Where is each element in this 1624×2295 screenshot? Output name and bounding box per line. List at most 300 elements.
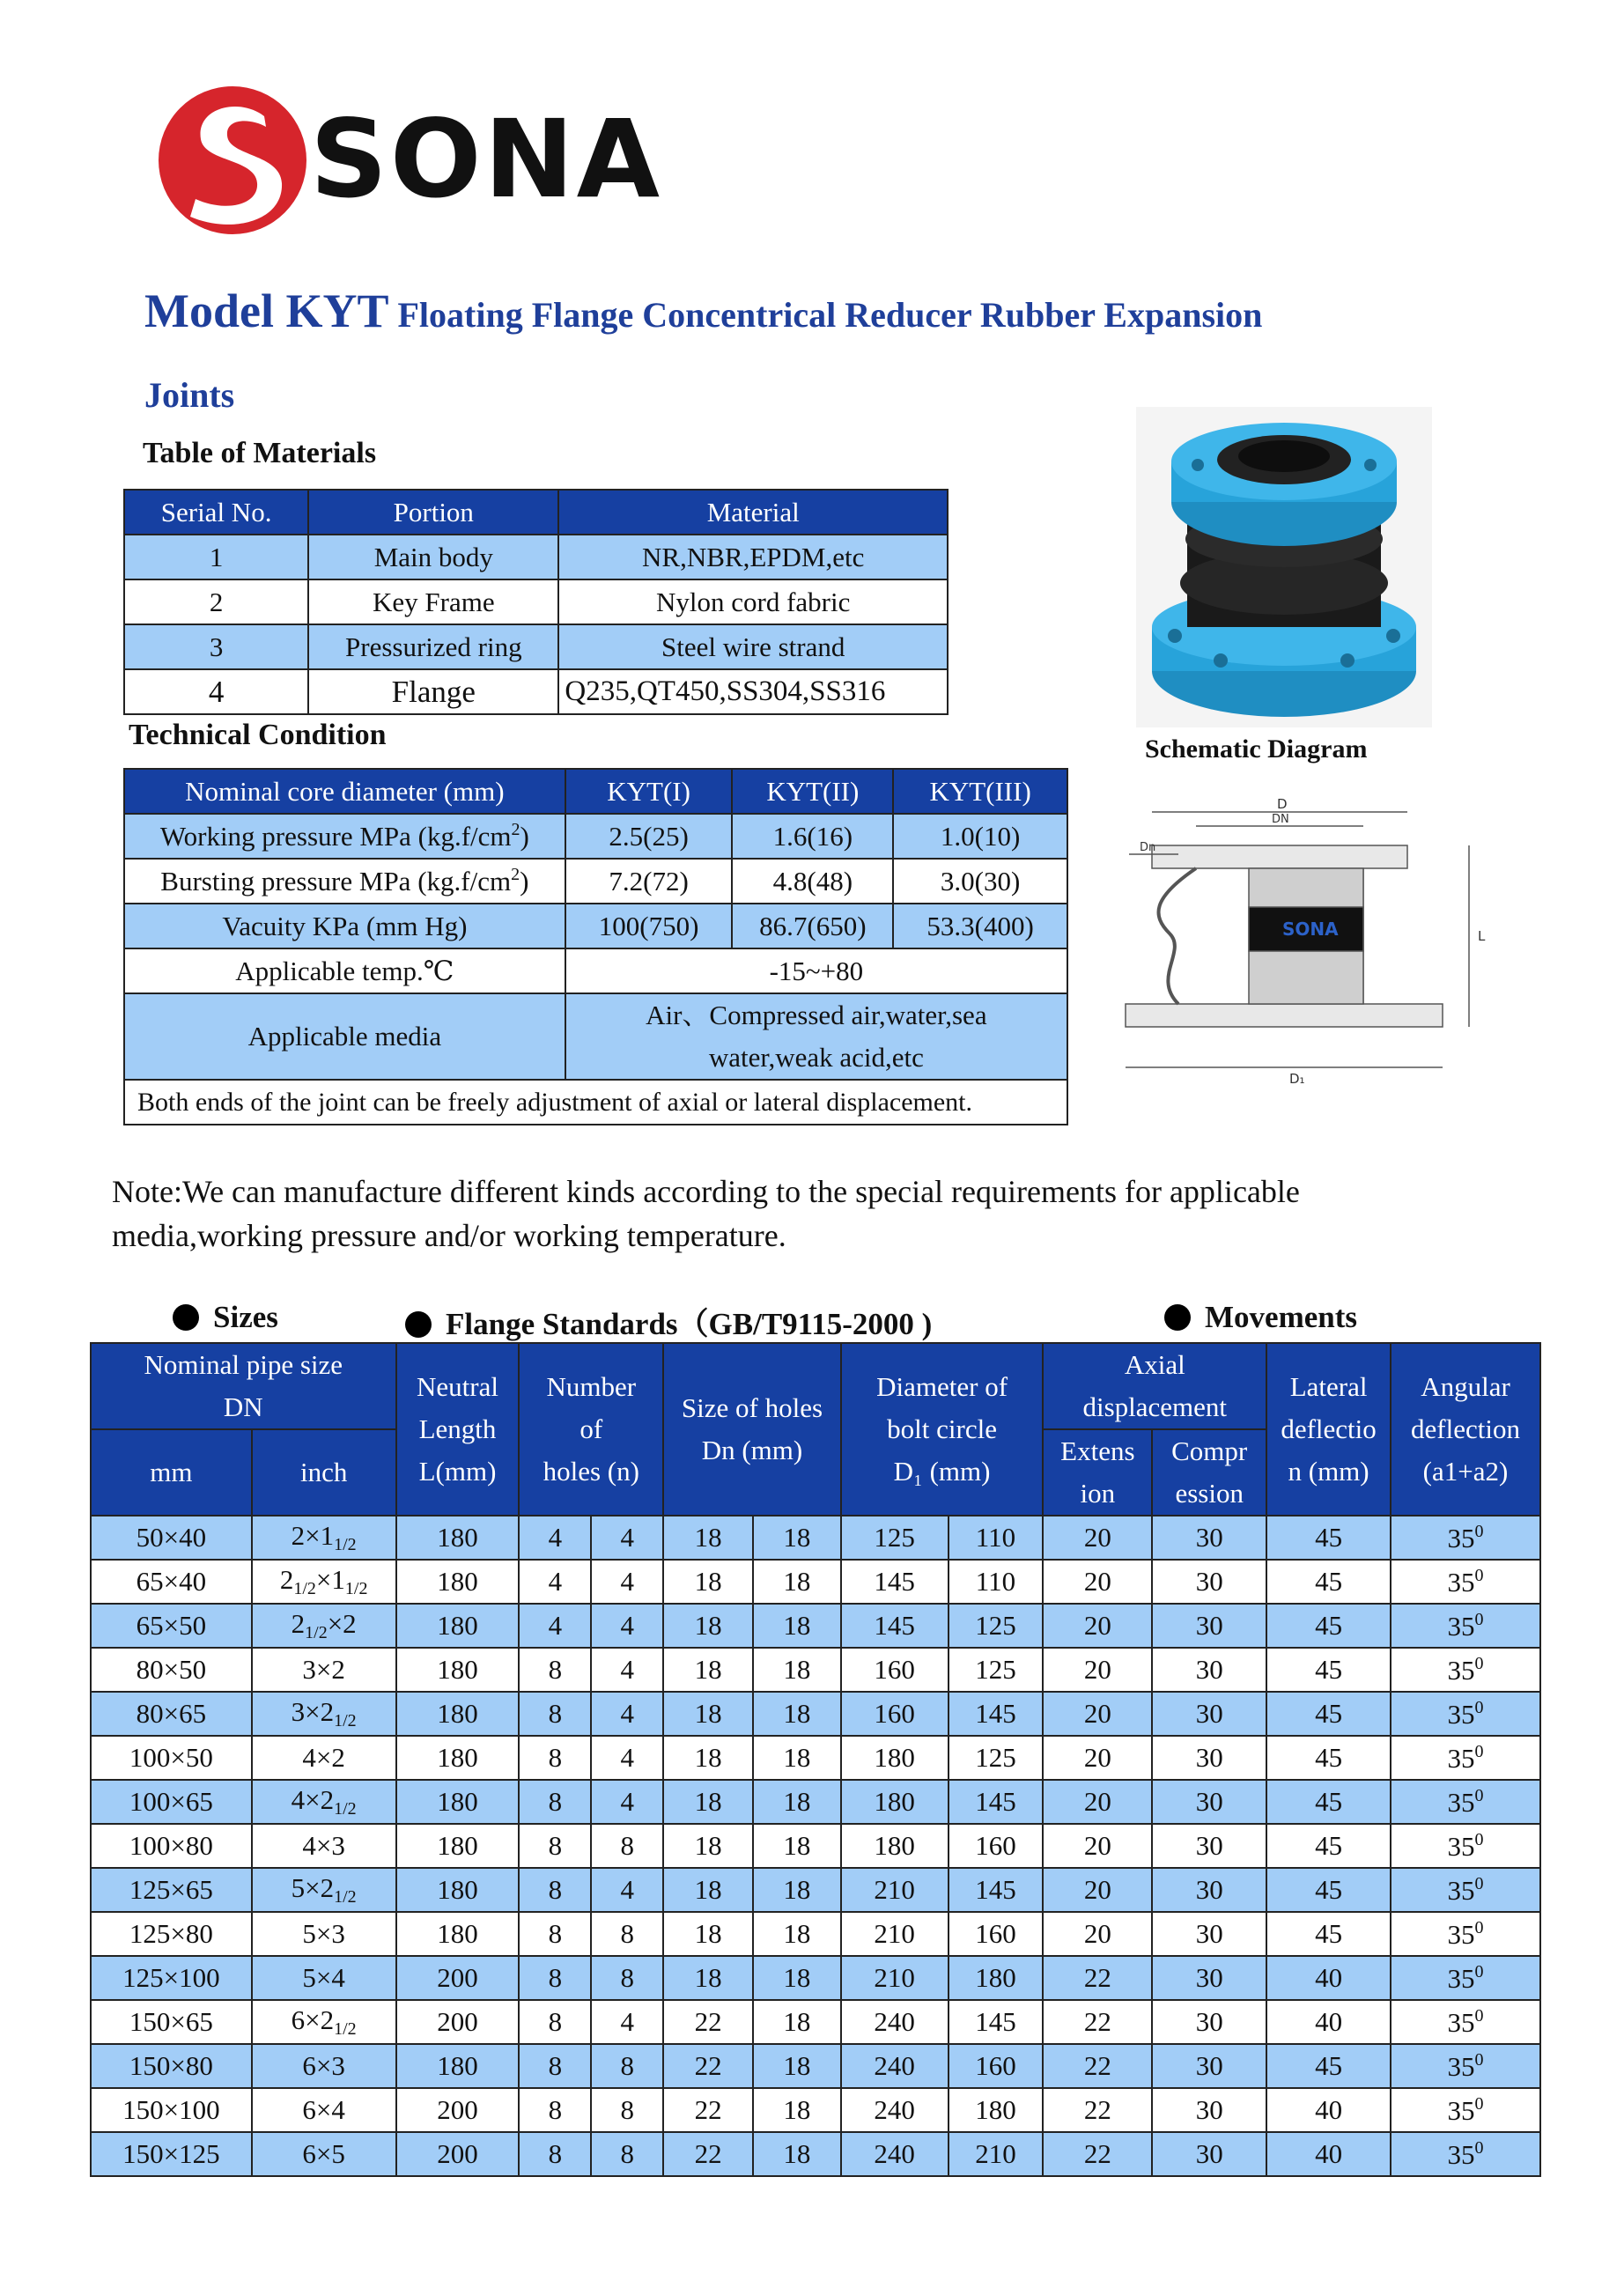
cell-length: 180 <box>396 1912 520 1956</box>
cell-hole-size: 22 <box>663 2000 753 2044</box>
cell: NR,NBR,EPDM,etc <box>558 535 948 579</box>
cell-compression: 30 <box>1152 1824 1266 1868</box>
header-portion: Portion <box>308 490 558 535</box>
cell-bolt-circle: 210 <box>841 1912 949 1956</box>
page-title <box>144 275 1377 423</box>
cell-holes: 4 <box>591 1516 663 1560</box>
cell-hole-size: 18 <box>753 1912 841 1956</box>
cell-length: 200 <box>396 2088 520 2132</box>
table-row <box>91 1868 1540 1912</box>
cell-length: 180 <box>396 1868 520 1912</box>
cell-length: 200 <box>396 2132 520 2176</box>
cell: Nylon cord fabric <box>558 579 948 624</box>
table-header-row <box>124 769 1067 814</box>
cell-length: 180 <box>396 1780 520 1824</box>
cell-bolt-circle: 240 <box>841 2000 949 2044</box>
cell-bolt-circle: 110 <box>949 1516 1044 1560</box>
bullet-icon <box>173 1304 199 1331</box>
bullet-icon <box>405 1311 432 1338</box>
cell-hole-size: 18 <box>663 1560 753 1604</box>
cell-extension: 20 <box>1043 1516 1152 1560</box>
cell-mm: 65×50 <box>91 1604 252 1648</box>
cell-length: 180 <box>396 1736 520 1780</box>
cell: Key Frame <box>308 579 558 624</box>
cell-holes: 4 <box>591 1560 663 1604</box>
cell-lateral: 40 <box>1266 2088 1391 2132</box>
cell-hole-size: 18 <box>753 2000 841 2044</box>
company-logo <box>151 81 663 240</box>
cell-compression: 30 <box>1152 1648 1266 1692</box>
cell-holes: 8 <box>519 1868 591 1912</box>
cell-extension: 20 <box>1043 1736 1152 1780</box>
cell-mm: 125×80 <box>91 1912 252 1956</box>
cell-lateral: 40 <box>1266 1956 1391 2000</box>
cell-extension: 20 <box>1043 1692 1152 1736</box>
cell-hole-size: 18 <box>753 1692 841 1736</box>
cell-angular: $35^0$ <box>1391 1604 1540 1648</box>
header-angular: Angular deflection (a1+a2) <box>1391 1343 1540 1516</box>
cell-lateral: 45 <box>1266 1648 1391 1692</box>
schematic-label-dn-hole: Dn <box>1140 841 1156 854</box>
cell: 4 <box>124 669 308 714</box>
cell-mm: 100×50 <box>91 1736 252 1780</box>
table-row <box>124 948 1067 993</box>
cell-mm: 50×40 <box>91 1516 252 1560</box>
cell-inch: $5\times 2_{1/2}$ <box>252 1868 396 1912</box>
cell-inch: 3×2 <box>252 1648 396 1692</box>
header-inch: inch <box>252 1429 396 1516</box>
cell: Main body <box>308 535 558 579</box>
technical-heading: Technical Condition <box>129 719 387 751</box>
cell-lateral: 40 <box>1266 2132 1391 2176</box>
cell-mm: 150×80 <box>91 2044 252 2088</box>
cell-holes: 8 <box>591 1912 663 1956</box>
cell-compression: 30 <box>1152 1736 1266 1780</box>
cell-mm: 100×65 <box>91 1780 252 1824</box>
cell: Q235,QT450,SS304,SS316 <box>558 669 948 714</box>
table-row <box>124 814 1067 859</box>
cell: 7.2(72) <box>565 859 733 904</box>
cell-holes: 4 <box>591 1692 663 1736</box>
cell-hole-size: 18 <box>663 1736 753 1780</box>
cell: Pressurized ring <box>308 624 558 669</box>
cell-bolt-circle: 145 <box>949 1868 1044 1912</box>
schematic-label-d: D <box>1277 796 1288 812</box>
table-row <box>91 2132 1540 2176</box>
cell-bolt-circle: 240 <box>841 2132 949 2176</box>
cell-extension: 20 <box>1043 1780 1152 1824</box>
table-row <box>91 1516 1540 1560</box>
header-kyt2: KYT(II) <box>732 769 893 814</box>
cell-compression: 30 <box>1152 2088 1266 2132</box>
technical-table <box>123 768 1068 1125</box>
cell-bolt-circle: 110 <box>949 1560 1044 1604</box>
cell-angular: $35^0$ <box>1391 2044 1540 2088</box>
cell-hole-size: 22 <box>663 2088 753 2132</box>
cell-holes: 8 <box>519 1692 591 1736</box>
cell-lateral: 45 <box>1266 1736 1391 1780</box>
schematic-diagram <box>1117 793 1497 1088</box>
header-lateral: Lateral deflectio n (mm) <box>1266 1343 1391 1516</box>
table-row <box>91 1692 1540 1736</box>
cell-length: 180 <box>396 1604 520 1648</box>
cell-bolt-circle: 125 <box>949 1648 1044 1692</box>
schematic-label-d1: D₁ <box>1289 1071 1305 1087</box>
cell-holes: 8 <box>519 2000 591 2044</box>
cell-holes: 8 <box>519 2088 591 2132</box>
schematic-caption: Schematic Diagram <box>1145 734 1368 764</box>
table-row <box>124 624 948 669</box>
table-row <box>91 1956 1540 2000</box>
cell: 100(750) <box>565 904 733 948</box>
cell-holes: 4 <box>591 2000 663 2044</box>
cell-lateral: 40 <box>1266 2000 1391 2044</box>
header-material: Material <box>558 490 948 535</box>
cell-lateral: 45 <box>1266 1516 1391 1560</box>
cell-hole-size: 18 <box>753 2044 841 2088</box>
cell-holes: 8 <box>591 2044 663 2088</box>
materials-heading: Table of Materials <box>143 437 377 469</box>
table-header-row <box>91 1343 1540 1429</box>
cell-length: 180 <box>396 1560 520 1604</box>
cell-extension: 22 <box>1043 1956 1152 2000</box>
cell-lateral: 45 <box>1266 1780 1391 1824</box>
cell-compression: 30 <box>1152 2132 1266 2176</box>
cell-compression: 30 <box>1152 1516 1266 1560</box>
table-row <box>91 1604 1540 1648</box>
row-label: Applicable media <box>124 993 565 1080</box>
cell-bolt-circle: 210 <box>841 1868 949 1912</box>
cell-inch: $3\times 2_{1/2}$ <box>252 1692 396 1736</box>
cell-inch: $2\times 1_{1/2}$ <box>252 1516 396 1560</box>
cell-holes: 4 <box>591 1736 663 1780</box>
cell-hole-size: 18 <box>753 2088 841 2132</box>
cell-holes: 4 <box>519 1516 591 1560</box>
header-nominal: Nominal pipe size DN <box>91 1343 396 1429</box>
cell-bolt-circle: 145 <box>949 1780 1044 1824</box>
materials-table <box>123 489 949 715</box>
cell-bolt-circle: 180 <box>841 1736 949 1780</box>
cell: 2.5(25) <box>565 814 733 859</box>
cell: 3 <box>124 624 308 669</box>
cell-compression: 30 <box>1152 1780 1266 1824</box>
cell-bolt-circle: 160 <box>841 1692 949 1736</box>
cell: Steel wire strand <box>558 624 948 669</box>
row-label: Vacuity KPa (mm Hg) <box>124 904 565 948</box>
cell-holes: 8 <box>591 2088 663 2132</box>
cell-bolt-circle: 180 <box>949 1956 1044 2000</box>
table-row <box>91 1736 1540 1780</box>
cell-holes: 8 <box>519 1824 591 1868</box>
cell-length: 180 <box>396 1824 520 1868</box>
cell-extension: 20 <box>1043 1648 1152 1692</box>
cell-hole-size: 22 <box>663 2044 753 2088</box>
cell-angular: $35^0$ <box>1391 1780 1540 1824</box>
cell-hole-size: 18 <box>663 1868 753 1912</box>
cell-inch: 4×3 <box>252 1824 396 1868</box>
cell-extension: 22 <box>1043 2088 1152 2132</box>
header-bolt-circle: Diameter of bolt circle D₁ (mm) <box>841 1343 1044 1516</box>
cell-hole-size: 18 <box>753 1560 841 1604</box>
cell-mm: 150×125 <box>91 2132 252 2176</box>
cell-hole-size: 18 <box>753 1604 841 1648</box>
cell-angular: $35^0$ <box>1391 2088 1540 2132</box>
cell-holes: 8 <box>519 1736 591 1780</box>
header-kyt1: KYT(I) <box>565 769 733 814</box>
cell-hole-size: 18 <box>753 1956 841 2000</box>
cell-lateral: 45 <box>1266 1692 1391 1736</box>
cell: 86.7(650) <box>732 904 893 948</box>
table-row <box>124 904 1067 948</box>
cell-lateral: 45 <box>1266 1912 1391 1956</box>
cell-bolt-circle: 180 <box>949 2088 1044 2132</box>
cell-length: 200 <box>396 2000 520 2044</box>
cell-hole-size: 22 <box>663 2132 753 2176</box>
cell-mm: 80×50 <box>91 1648 252 1692</box>
table-row <box>124 993 1067 1080</box>
cell: 1 <box>124 535 308 579</box>
cell-compression: 30 <box>1152 1868 1266 1912</box>
cell-inch: 5×4 <box>252 1956 396 2000</box>
cell-lateral: 45 <box>1266 1560 1391 1604</box>
cell-compression: 30 <box>1152 1912 1266 1956</box>
product-photo <box>1136 407 1432 727</box>
cell-bolt-circle: 240 <box>841 2088 949 2132</box>
table-row <box>91 2000 1540 2044</box>
sizes-table-body <box>91 1516 1540 2176</box>
cell: 53.3(400) <box>893 904 1067 948</box>
cell-lateral: 45 <box>1266 1824 1391 1868</box>
header-axial: Axial displacement <box>1043 1343 1266 1429</box>
cell-holes: 8 <box>591 1956 663 2000</box>
table-footnote: Both ends of the joint can be freely adjustment of axial or lateral displacement. <box>124 1080 1067 1125</box>
cell-bolt-circle: 240 <box>841 2044 949 2088</box>
header-size-holes: Size of holes Dn (mm) <box>663 1343 841 1516</box>
cell-bolt-circle: 180 <box>841 1780 949 1824</box>
cell-mm: 150×65 <box>91 2000 252 2044</box>
cell: 3.0(30) <box>893 859 1067 904</box>
cell-compression: 30 <box>1152 2000 1266 2044</box>
cell-extension: 20 <box>1043 1912 1152 1956</box>
table-row <box>91 1780 1540 1824</box>
cell-holes: 4 <box>591 1868 663 1912</box>
table-row <box>91 1824 1540 1868</box>
header-extension: Extens ion <box>1043 1429 1152 1516</box>
cell-lateral: 45 <box>1266 1868 1391 1912</box>
bullet-movements: Movements <box>1164 1300 1357 1335</box>
table-row <box>91 2088 1540 2132</box>
cell-holes: 8 <box>519 1956 591 2000</box>
cell-inch: 6×3 <box>252 2044 396 2088</box>
cell: 1.0(10) <box>893 814 1067 859</box>
header-serial: Serial No. <box>124 490 308 535</box>
cell-inch: $2_{1/2}\times 2$ <box>252 1604 396 1648</box>
cell-bolt-circle: 145 <box>949 1692 1044 1736</box>
table-row <box>91 1560 1540 1604</box>
cell-mm: 100×80 <box>91 1824 252 1868</box>
cell-compression: 30 <box>1152 1692 1266 1736</box>
cell-angular: $35^0$ <box>1391 1516 1540 1560</box>
sona-logo-icon <box>151 81 319 240</box>
cell-length: 180 <box>396 1648 520 1692</box>
cell-lateral: 45 <box>1266 2044 1391 2088</box>
cell-holes: 8 <box>519 2132 591 2176</box>
cell-holes: 4 <box>519 1560 591 1604</box>
cell-hole-size: 18 <box>753 1736 841 1780</box>
cell-mm: 150×100 <box>91 2088 252 2132</box>
cell: 4.8(48) <box>732 859 893 904</box>
table-row <box>124 859 1067 904</box>
title-line2: Joints <box>144 374 235 415</box>
cell-bolt-circle: 125 <box>841 1516 949 1560</box>
table-row <box>124 1080 1067 1125</box>
cell-hole-size: 18 <box>663 1956 753 2000</box>
cell-compression: 30 <box>1152 2044 1266 2088</box>
cell-holes: 4 <box>519 1604 591 1648</box>
cell-angular: $35^0$ <box>1391 1868 1540 1912</box>
cell-angular: $35^0$ <box>1391 1912 1540 1956</box>
cell-bolt-circle: 125 <box>949 1736 1044 1780</box>
schematic-label-l: L <box>1478 928 1486 944</box>
cell-extension: 20 <box>1043 1604 1152 1648</box>
cell-inch: $4\times 2_{1/2}$ <box>252 1780 396 1824</box>
cell-mm: 125×100 <box>91 1956 252 2000</box>
cell-hole-size: 18 <box>753 1824 841 1868</box>
header-holes: Number of holes (n) <box>519 1343 663 1516</box>
row-label: Bursting pressure MPa $(kg.f/cm^2)$ <box>124 859 565 904</box>
header-kyt3: KYT(III) <box>893 769 1067 814</box>
cell-holes: 8 <box>519 1648 591 1692</box>
row-label: Applicable temp.℃ <box>124 948 565 993</box>
cell-holes: 8 <box>591 2132 663 2176</box>
cell-inch: $2_{1/2}\times 1_{1/2}$ <box>252 1560 396 1604</box>
table-row <box>124 579 948 624</box>
cell-angular: $35^0$ <box>1391 1736 1540 1780</box>
cell-bolt-circle: 180 <box>841 1824 949 1868</box>
table-row <box>91 1912 1540 1956</box>
media-line2: water,weak acid,etc <box>708 1042 924 1074</box>
cell-bolt-circle: 160 <box>949 1912 1044 1956</box>
note-line2: media,working pressure and/or working temperature. <box>112 1218 786 1254</box>
cell-hole-size: 18 <box>663 1604 753 1648</box>
cell-extension: 20 <box>1043 1824 1152 1868</box>
cell-inch: 4×2 <box>252 1736 396 1780</box>
cell-inch: $6\times 2_{1/2}$ <box>252 2000 396 2044</box>
cell: -15~+80 <box>565 948 1067 993</box>
table-row <box>124 535 948 579</box>
table-row <box>91 2044 1540 2088</box>
cell-extension: 20 <box>1043 1560 1152 1604</box>
table-row <box>124 669 948 714</box>
cell-hole-size: 18 <box>663 1780 753 1824</box>
cell <box>565 993 1067 1080</box>
cell-bolt-circle: 160 <box>841 1648 949 1692</box>
cell-length: 200 <box>396 1956 520 2000</box>
cell-hole-size: 18 <box>753 1780 841 1824</box>
cell: 2 <box>124 579 308 624</box>
row-label: Working pressure MPa $(kg.f/cm^2)$ <box>124 814 565 859</box>
cell-bolt-circle: 160 <box>949 1824 1044 1868</box>
schematic-brand: SONA <box>1282 919 1339 940</box>
cell-mm: 125×65 <box>91 1868 252 1912</box>
cell-angular: $35^0$ <box>1391 1824 1540 1868</box>
cell: 1.6(16) <box>732 814 893 859</box>
table-row <box>91 1648 1540 1692</box>
schematic-label-dn: DN <box>1272 813 1289 826</box>
cell-angular: $35^0$ <box>1391 2132 1540 2176</box>
cell-holes: 8 <box>591 1824 663 1868</box>
cell-compression: 30 <box>1152 1604 1266 1648</box>
cell-inch: 5×3 <box>252 1912 396 1956</box>
cell-length: 180 <box>396 1692 520 1736</box>
header-nominal: Nominal core diameter (mm) <box>124 769 565 814</box>
media-line1: Air、Compressed air,water,sea <box>646 1000 987 1030</box>
cell-hole-size: 18 <box>663 1912 753 1956</box>
cell-angular: $35^0$ <box>1391 1560 1540 1604</box>
cell-extension: 22 <box>1043 2000 1152 2044</box>
cell-inch: 6×4 <box>252 2088 396 2132</box>
brand-name: SONA <box>310 97 663 222</box>
table-header-row <box>124 490 948 535</box>
cell-hole-size: 18 <box>753 1516 841 1560</box>
cell-holes: 8 <box>519 2044 591 2088</box>
cell-compression: 30 <box>1152 1560 1266 1604</box>
cell-inch: 6×5 <box>252 2132 396 2176</box>
cell-hole-size: 18 <box>663 1516 753 1560</box>
cell-bolt-circle: 145 <box>949 2000 1044 2044</box>
cell-extension: 22 <box>1043 2044 1152 2088</box>
cell-hole-size: 18 <box>663 1692 753 1736</box>
note-line1: Note:We can manufacture different kinds according to the special requirements for applicable <box>112 1174 1300 1209</box>
cell-hole-size: 18 <box>753 1648 841 1692</box>
cell-length: 180 <box>396 1516 520 1560</box>
cell-hole-size: 18 <box>663 1824 753 1868</box>
cell-bolt-circle: 160 <box>949 2044 1044 2088</box>
cell-bolt-circle: 210 <box>949 2132 1044 2176</box>
cell-angular: $35^0$ <box>1391 1648 1540 1692</box>
cell-holes: 4 <box>591 1648 663 1692</box>
cell-holes: 4 <box>591 1780 663 1824</box>
header-neutral: Neutral Length L(mm) <box>396 1343 520 1516</box>
cell-angular: $35^0$ <box>1391 1956 1540 2000</box>
cell-bolt-circle: 210 <box>841 1956 949 2000</box>
cell-length: 180 <box>396 2044 520 2088</box>
bullet-sizes: Sizes <box>173 1300 278 1335</box>
cell-hole-size: 18 <box>753 2132 841 2176</box>
header-mm: mm <box>91 1429 252 1516</box>
cell-bolt-circle: 125 <box>949 1604 1044 1648</box>
cell-bolt-circle: 145 <box>841 1560 949 1604</box>
cell-extension: 20 <box>1043 1868 1152 1912</box>
cell-angular: $35^0$ <box>1391 2000 1540 2044</box>
bullet-icon <box>1164 1304 1191 1331</box>
cell-holes: 8 <box>519 1780 591 1824</box>
cell-extension: 22 <box>1043 2132 1152 2176</box>
cell-hole-size: 18 <box>663 1648 753 1692</box>
cell: Flange <box>308 669 558 714</box>
title-model: Model KYT <box>144 284 389 337</box>
header-compression: Compr ession <box>1152 1429 1266 1516</box>
cell-hole-size: 18 <box>753 1868 841 1912</box>
cell-angular: $35^0$ <box>1391 1692 1540 1736</box>
cell-bolt-circle: 145 <box>841 1604 949 1648</box>
bullet-flange: Flange Standards（GB/T9115-2000 ) <box>405 1300 932 1344</box>
cell-compression: 30 <box>1152 1956 1266 2000</box>
title-rest: Floating Flange Concentrical Reducer Rubber Expansion <box>388 295 1263 335</box>
cell-mm: 65×40 <box>91 1560 252 1604</box>
cell-lateral: 45 <box>1266 1604 1391 1648</box>
cell-mm: 80×65 <box>91 1692 252 1736</box>
